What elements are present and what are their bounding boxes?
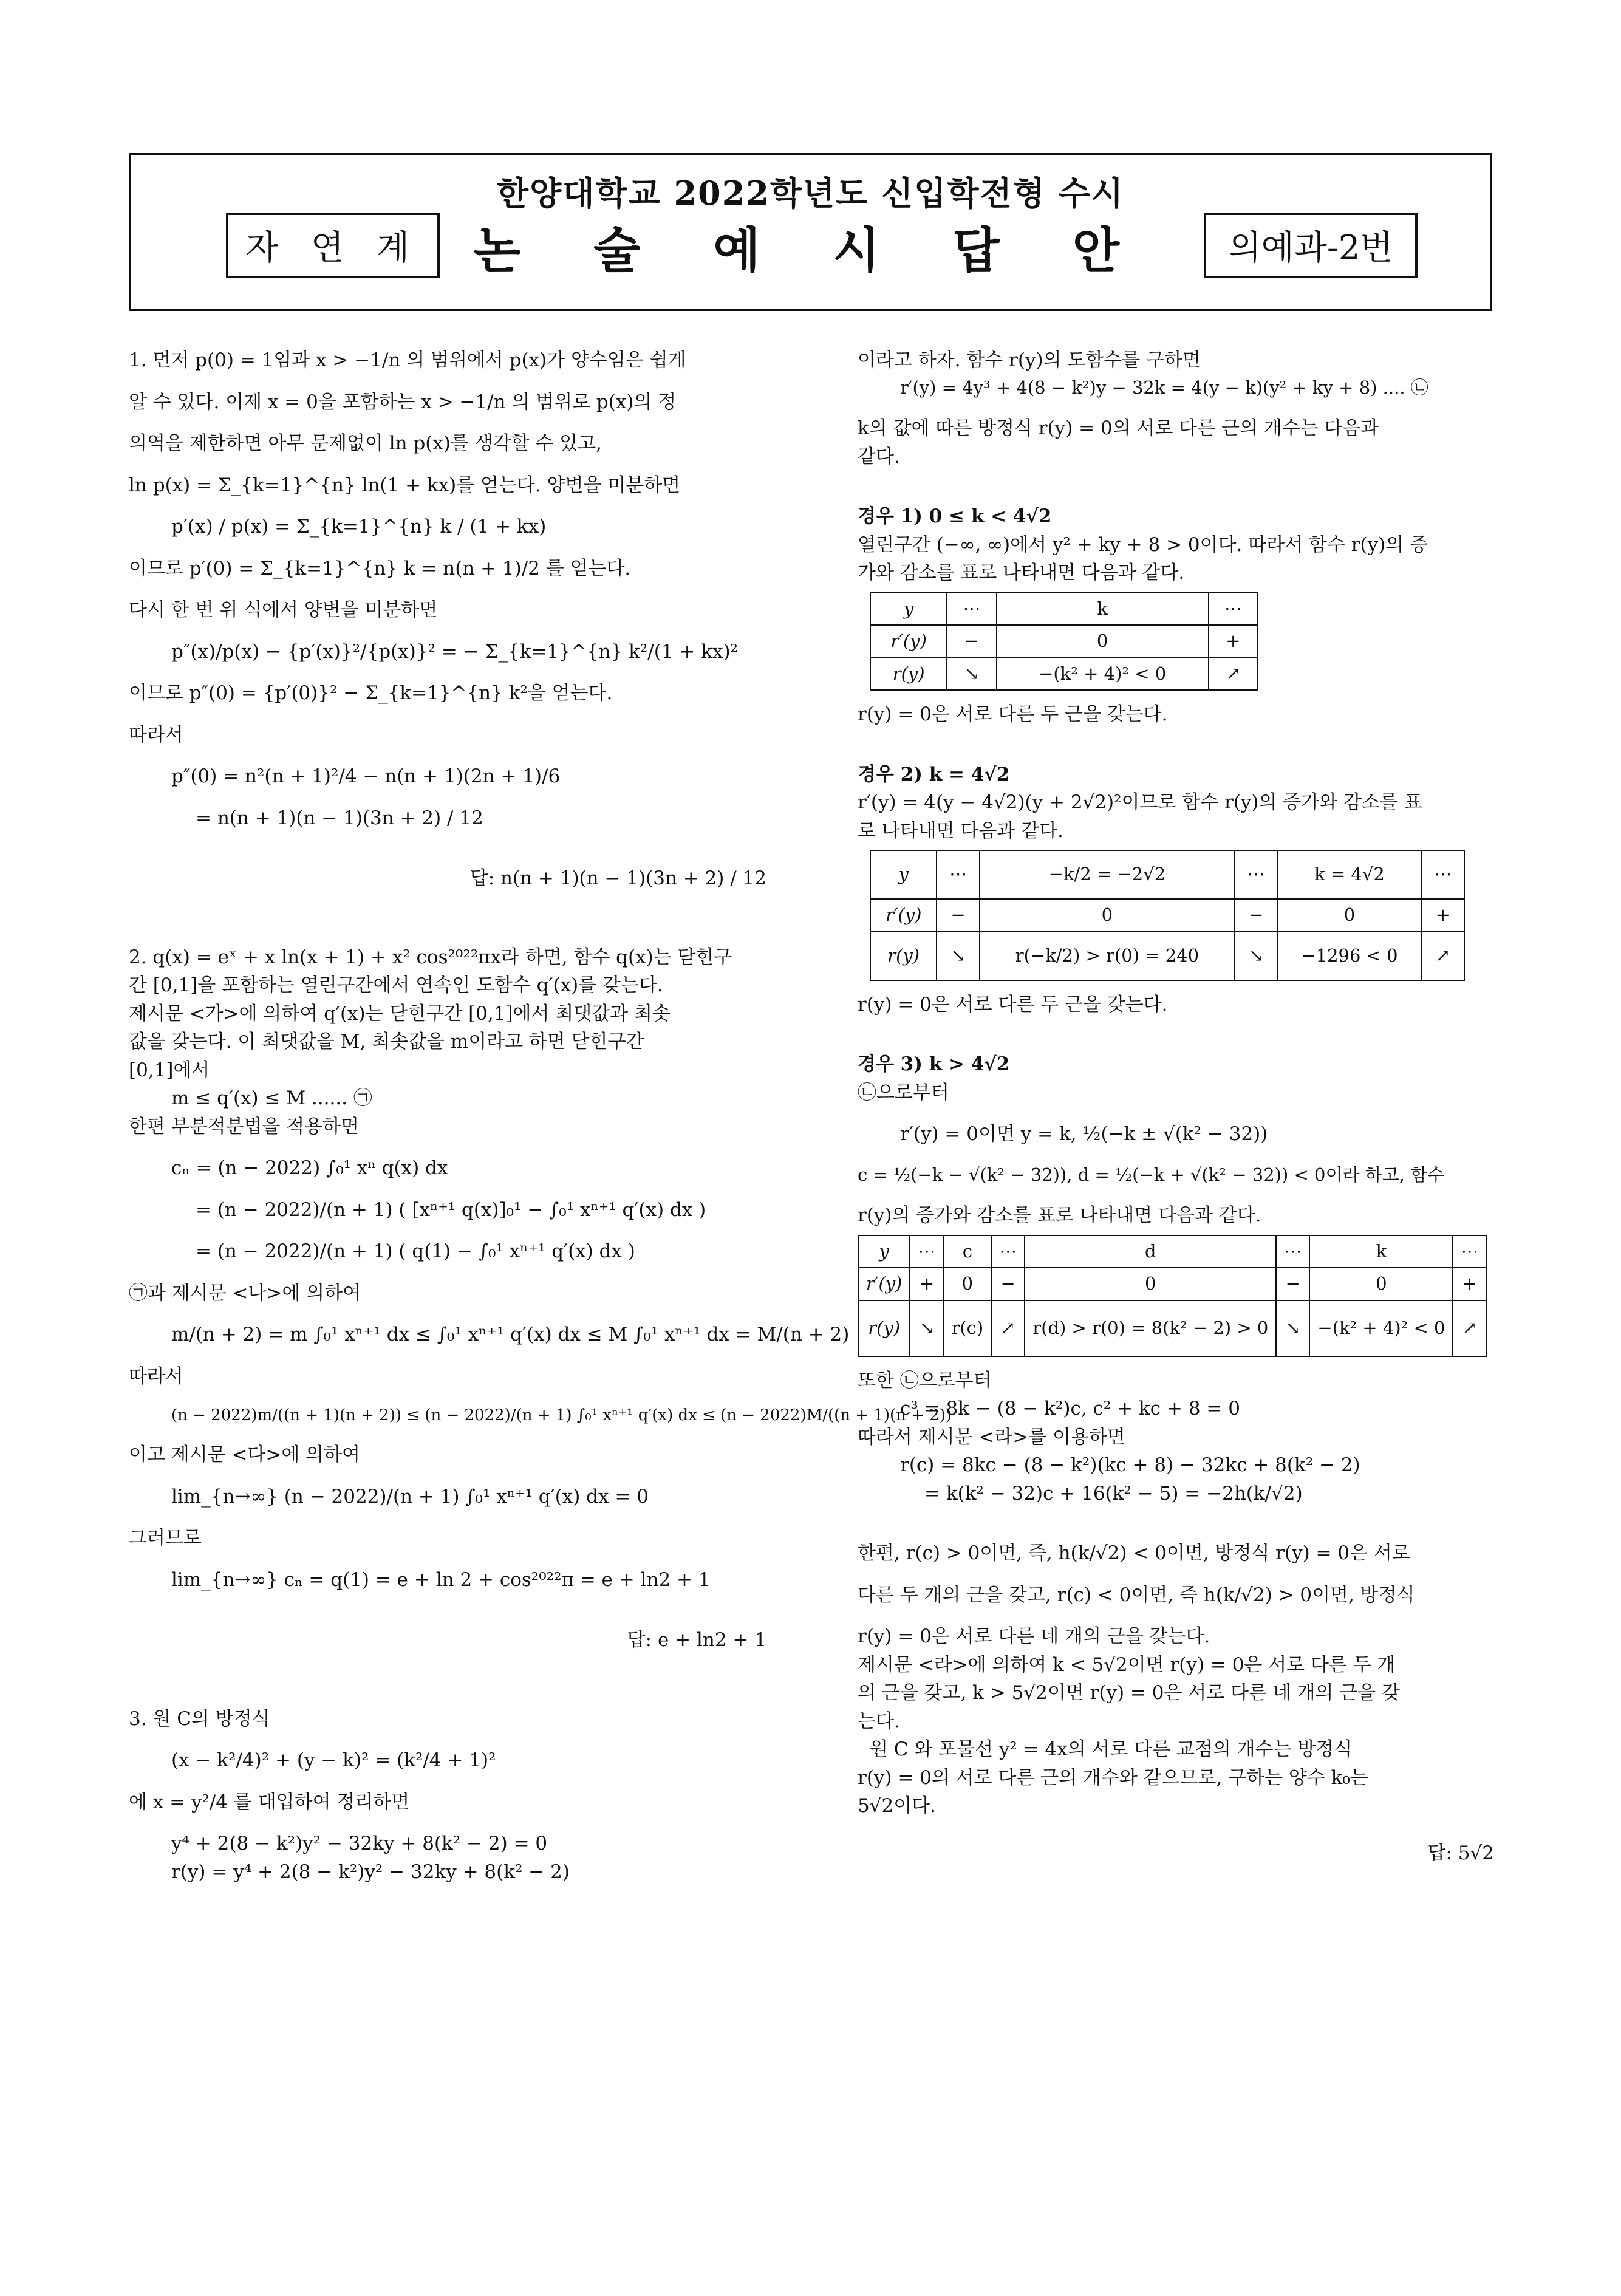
math-line: m ≤ q′(x) ≤ M ...... ㉠ bbox=[171, 1087, 372, 1109]
text-line: r(y) = 0의 서로 다른 근의 개수와 같으므로, 구하는 양수 k₀는 bbox=[858, 1766, 1368, 1789]
table-cell: r(d) > r(0) = 8(k² − 2) > 0 bbox=[1025, 1300, 1276, 1356]
table-cell: 0 bbox=[943, 1268, 991, 1300]
math-line: p′(x) / p(x) = Σ_{k=1}^{n} k / (1 + kx) bbox=[171, 516, 547, 538]
answer-1: 답: n(n + 1)(n − 1)(3n + 2) / 12 bbox=[469, 867, 766, 889]
document-header bbox=[129, 153, 1492, 311]
text-line: 열린구간 (−∞, ∞)에서 y² + ky + 8 > 0이다. 따라서 함수 r(y)의 증 bbox=[858, 533, 1428, 556]
math-line: = n(n + 1)(n − 1)(3n + 2) / 12 bbox=[196, 807, 483, 829]
table-cell: r(y) bbox=[858, 1300, 910, 1356]
text-line: 따라서 bbox=[129, 1365, 183, 1387]
table-cell: − bbox=[1235, 899, 1277, 932]
table-cell: r(c) bbox=[943, 1300, 991, 1356]
table-cell: c bbox=[943, 1235, 991, 1268]
table-row bbox=[858, 1235, 1486, 1268]
text-line: r′(y) = 4(y − 4√2)(y + 2√2)²이므로 함수 r(y)의 증가와 감소를 표 bbox=[858, 791, 1422, 813]
math-line: = (n − 2022)/(n + 1) ( [xⁿ⁺¹ q(x)]₀¹ − ∫₀¹ xⁿ⁺¹ q′(x) dx ) bbox=[196, 1198, 706, 1221]
text-line: ㉡으로부터 bbox=[858, 1081, 949, 1104]
table-row bbox=[870, 625, 1258, 658]
text-line: 이라고 하자. 함수 r(y)의 도함수를 구하면 bbox=[858, 349, 1201, 371]
text-line: 5√2이다. bbox=[858, 1795, 936, 1817]
text-line: r(y) = 0은 서로 다른 두 근을 갖는다. bbox=[858, 703, 1168, 725]
table-cell: ⋯ bbox=[1453, 1235, 1486, 1268]
table-row bbox=[858, 1300, 1486, 1356]
math-line: c³ = 8k − (8 − k²)c, c² + kc + 8 = 0 bbox=[900, 1398, 1240, 1420]
case-2-title: 경우 2) k = 4√2 bbox=[858, 763, 1010, 785]
table-cell: −1296 < 0 bbox=[1277, 932, 1421, 980]
table-cell: r′(y) bbox=[870, 625, 947, 658]
text-line: 한편, r(c) > 0이면, 즉, h(k/√2) < 0이면, 방정식 r(y) = 0은 서로 bbox=[858, 1542, 1410, 1564]
math-line: c = ½(−k − √(k² − 32)), d = ½(−k + √(k² − 32)) < 0이라 하고, 함수 bbox=[858, 1164, 1445, 1185]
table-row bbox=[870, 593, 1258, 626]
math-line: 이므로 p′(0) = Σ_{k=1}^{n} k = n(n + 1)/2 를 얻는다. bbox=[129, 557, 631, 579]
text-line: 알 수 있다. 이제 x = 0을 포함하는 x > −1/n 의 범위로 p(x)의 정 bbox=[129, 391, 677, 413]
table-cell: + bbox=[1453, 1268, 1486, 1300]
table-cell: r′(y) bbox=[870, 899, 937, 932]
text-line: 1. 먼저 p(0) = 1임과 x > −1/n 의 범위에서 p(x)가 양수임은 쉽게 bbox=[129, 349, 686, 371]
math-line: lim_{n→∞} cₙ = q(1) = e + ln 2 + cos²⁰²²π = e + ln2 + 1 bbox=[171, 1568, 711, 1591]
text-line: 그러므로 bbox=[129, 1527, 202, 1549]
table-cell: k = 4√2 bbox=[1277, 850, 1421, 899]
text-line: 제시문 <가>에 의하여 q′(x)는 닫힌구간 [0,1]에서 최댓값과 최솟 bbox=[129, 1002, 671, 1025]
table-cell: 0 bbox=[1025, 1268, 1276, 1300]
table-cell: ↘ bbox=[937, 932, 979, 980]
table-cell: ↘ bbox=[1276, 1300, 1309, 1356]
text-line: ㉠과 제시문 <나>에 의하여 bbox=[129, 1282, 361, 1304]
math-line: r(y) = y⁴ + 2(8 − k²)y² − 32ky + 8(k² − 2) bbox=[171, 1860, 570, 1883]
text-line: 한편 부분적분법을 적용하면 bbox=[129, 1115, 360, 1138]
text-line: r(y)의 증가와 감소를 표로 나타내면 다음과 같다. bbox=[858, 1204, 1261, 1226]
table-cell: + bbox=[910, 1268, 943, 1300]
text-line: r(y) = 0은 서로 다른 두 근을 갖는다. bbox=[858, 993, 1168, 1016]
math-line: p″(0) = n²(n + 1)²/4 − n(n + 1)(2n + 1)/6 bbox=[171, 765, 561, 787]
table-cell: ↘ bbox=[947, 658, 996, 691]
text-line: 가와 감소를 표로 나타내면 다음과 같다. bbox=[858, 562, 1185, 584]
text-line: 값을 갖는다. 이 최댓값을 M, 최솟값을 m이라고 하면 닫힌구간 bbox=[129, 1031, 644, 1053]
table-cell: ↘ bbox=[910, 1300, 943, 1356]
table-cell: 0 bbox=[997, 625, 1209, 658]
answer-2: 답: e + ln2 + 1 bbox=[627, 1629, 766, 1651]
table-cell: r(y) bbox=[870, 658, 947, 691]
text-line: 또한 ㉡으로부터 bbox=[858, 1369, 992, 1392]
text-line: 2. q(x) = eˣ + x ln(x + 1) + x² cos²⁰²²πx라 하면, 함수 q(x)는 닫힌구 bbox=[129, 946, 732, 968]
table-row bbox=[870, 658, 1258, 691]
table-cell: 0 bbox=[1277, 899, 1421, 932]
text-line: 3. 원 C의 방정식 bbox=[129, 1707, 270, 1730]
text-line: 이고 제시문 <다>에 의하여 bbox=[129, 1444, 360, 1466]
table-cell: ⋯ bbox=[937, 850, 979, 899]
text-line: 의 근을 갖고, k > 5√2이면 r(y) = 0은 서로 다른 네 개의 근을 갖 bbox=[858, 1682, 1401, 1704]
answer-3: 답: 5√2 bbox=[1427, 1842, 1494, 1864]
table-cell: + bbox=[1422, 899, 1464, 932]
answer-title: 논 술 예 시 답 안 bbox=[474, 222, 1147, 279]
table-cell: + bbox=[1209, 625, 1258, 658]
text-line: 간 [0,1]을 포함하는 열린구간에서 연속인 도함수 q′(x)를 갖는다. bbox=[129, 974, 663, 996]
text-line: 원 C 와 포물선 y² = 4x의 서로 다른 교점의 개수는 방정식 bbox=[870, 1738, 1353, 1760]
math-line: r′(y) = 4y³ + 4(8 − k²)y − 32k = 4(y − k)(y² + ky + 8) .... ㉡ bbox=[900, 377, 1428, 398]
text-line: 따라서 제시문 <라>를 이용하면 bbox=[858, 1426, 1125, 1448]
case-1-title: 경우 1) 0 ≤ k < 4√2 bbox=[858, 505, 1052, 527]
table-cell: r(y) bbox=[870, 932, 937, 980]
text-line: 에 x = y²/4 를 대입하여 정리하면 bbox=[129, 1791, 410, 1813]
text-line: 제시문 <라>에 의하여 k < 5√2이면 r(y) = 0은 서로 다른 두 개 bbox=[858, 1653, 1396, 1676]
table-cell: ⋯ bbox=[910, 1235, 943, 1268]
table-cell: − bbox=[937, 899, 979, 932]
math-line: m/(n + 2) = m ∫₀¹ xⁿ⁺¹ dx ≤ ∫₀¹ xⁿ⁺¹ q′(x) dx ≤ M ∫₀¹ xⁿ⁺¹ dx = M/(n + 2) bbox=[171, 1324, 850, 1345]
table-cell: 0 bbox=[1309, 1268, 1453, 1300]
math-line: p″(x)/p(x) − {p′(x)}²/{p(x)}² = − Σ_{k=1}^{n} k²/(1 + kx)² bbox=[171, 640, 739, 663]
table-cell: y bbox=[858, 1235, 910, 1268]
case-1-table bbox=[870, 592, 1258, 691]
math-line: (x − k²/4)² + (y − k)² = (k²/4 + 1)² bbox=[171, 1749, 496, 1771]
table-cell: − bbox=[947, 625, 996, 658]
table-cell: ⋯ bbox=[1276, 1235, 1309, 1268]
right-column bbox=[858, 346, 1494, 1886]
table-cell: ⋯ bbox=[1422, 850, 1464, 899]
text-line: 의역을 제한하면 아무 문제없이 ln p(x)를 생각할 수 있고, bbox=[129, 432, 602, 454]
table-cell: ↗ bbox=[1453, 1300, 1486, 1356]
case-3-title: 경우 3) k > 4√2 bbox=[858, 1053, 1010, 1075]
table-cell: r(−k/2) > r(0) = 240 bbox=[980, 932, 1235, 980]
table-cell: ⋯ bbox=[947, 593, 996, 626]
table-cell: r′(y) bbox=[858, 1268, 910, 1300]
math-line: = k(k² − 32)c + 16(k² − 5) = −2h(k/√2) bbox=[924, 1482, 1303, 1505]
table-row bbox=[870, 850, 1464, 899]
exam-title: 한양대학교 2022학년도 신입학전형 수시 bbox=[496, 174, 1125, 213]
math-line: lim_{n→∞} (n − 2022)/(n + 1) ∫₀¹ xⁿ⁺¹ q′(x) dx = 0 bbox=[171, 1485, 649, 1508]
table-cell: ⋯ bbox=[1235, 850, 1277, 899]
table-cell: ↗ bbox=[991, 1300, 1025, 1356]
math-line: y⁴ + 2(8 − k²)y² − 32ky + 8(k² − 2) = 0 bbox=[171, 1833, 548, 1854]
table-cell: −(k² + 4)² < 0 bbox=[997, 658, 1209, 691]
table-cell: d bbox=[1025, 1235, 1276, 1268]
table-cell: − bbox=[991, 1268, 1025, 1300]
table-cell: y bbox=[870, 593, 947, 626]
text-line: 같다. bbox=[858, 445, 900, 468]
text-line: 는다. bbox=[858, 1710, 900, 1732]
table-cell: −k/2 = −2√2 bbox=[980, 850, 1235, 899]
text-line: 다시 한 번 위 식에서 양변을 미분하면 bbox=[129, 599, 438, 621]
math-line: 이므로 p″(0) = {p′(0)}² − Σ_{k=1}^{n} k²을 얻는다. bbox=[129, 682, 613, 704]
table-cell: ⋯ bbox=[991, 1235, 1025, 1268]
table-cell: k bbox=[1309, 1235, 1453, 1268]
track-box: 자 연 계 bbox=[226, 213, 440, 278]
problem-box: 의예과-2번 bbox=[1204, 213, 1418, 278]
text-line: r(y) = 0은 서로 다른 네 개의 근을 갖는다. bbox=[858, 1625, 1210, 1647]
table-cell: 0 bbox=[980, 899, 1235, 932]
text-line: 로 나타내면 다음과 같다. bbox=[858, 819, 1063, 842]
math-line: r′(y) = 0이면 y = k, ½(−k ± √(k² − 32)) bbox=[900, 1123, 1268, 1145]
table-cell: − bbox=[1276, 1268, 1309, 1300]
table-cell: ⋯ bbox=[1209, 593, 1258, 626]
table-cell: ↘ bbox=[1235, 932, 1277, 980]
math-line: ln p(x) = Σ_{k=1}^{n} ln(1 + kx)를 얻는다. 양변을 미분하면 bbox=[129, 474, 681, 496]
table-row bbox=[858, 1268, 1486, 1300]
text-line: 다른 두 개의 근을 갖고, r(c) < 0이면, 즉 h(k/√2) > 0이면, 방정식 bbox=[858, 1584, 1415, 1606]
case-2-table bbox=[870, 850, 1465, 981]
text-line: [0,1]에서 bbox=[129, 1059, 210, 1081]
table-row bbox=[870, 932, 1464, 980]
math-line: (n − 2022)m/((n + 1)(n + 2)) ≤ (n − 2022)/(n + 1) ∫₀¹ xⁿ⁺¹ q′(x) dx ≤ (n − 2022)M/((n + 1)(n + 2)) bbox=[171, 1406, 952, 1424]
table-cell: ↗ bbox=[1422, 932, 1464, 980]
math-line: = (n − 2022)/(n + 1) ( q(1) − ∫₀¹ xⁿ⁺¹ q′(x) dx ) bbox=[196, 1240, 635, 1262]
math-line: r(c) = 8kc − (8 − k²)(kc + 8) − 32kc + 8(k² − 2) bbox=[900, 1454, 1360, 1476]
table-cell: −(k² + 4)² < 0 bbox=[1309, 1300, 1453, 1356]
case-3-table bbox=[858, 1235, 1487, 1357]
math-line: cₙ = (n − 2022) ∫₀¹ xⁿ q(x) dx bbox=[171, 1157, 448, 1179]
table-row bbox=[870, 899, 1464, 932]
text-line: 따라서 bbox=[129, 723, 183, 746]
text-line: k의 값에 따른 방정식 r(y) = 0의 서로 다른 근의 개수는 다음과 bbox=[858, 417, 1379, 439]
table-cell: ↗ bbox=[1209, 658, 1258, 691]
table-cell: k bbox=[997, 593, 1209, 626]
table-cell: y bbox=[870, 850, 937, 899]
